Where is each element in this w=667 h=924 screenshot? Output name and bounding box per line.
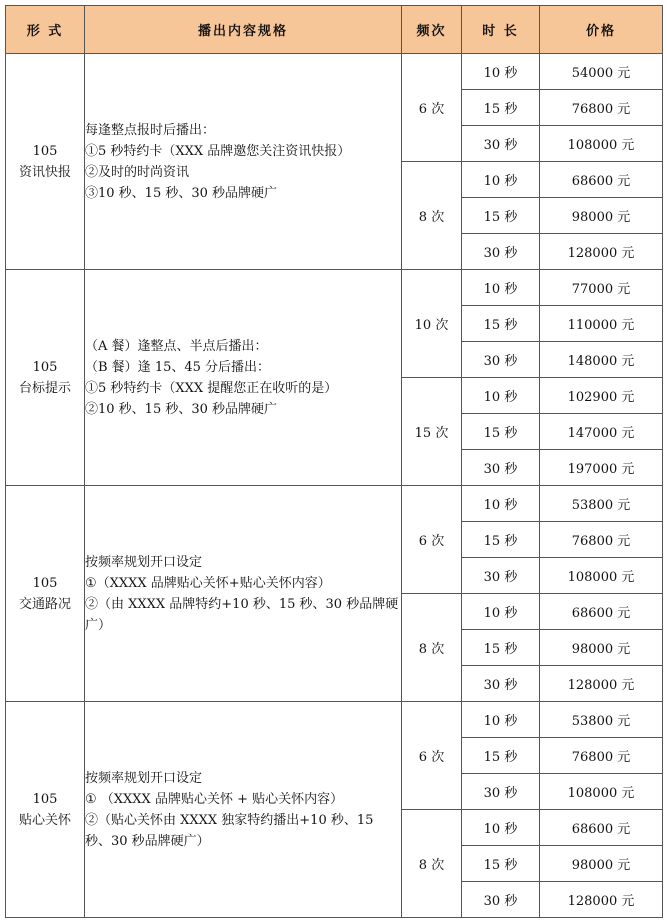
price-cell: 76800 元 — [540, 522, 663, 558]
duration-cell: 30 秒 — [462, 558, 540, 594]
spec-line: ②（贴心关怀由 XXXX 独家特约播出+10 秒、15 秒、30 秒品牌硬广） — [85, 812, 378, 849]
duration-cell: 15 秒 — [462, 414, 540, 450]
duration-cell: 30 秒 — [462, 234, 540, 270]
form-cell — [6, 54, 85, 270]
spec-line: ②及时的时尚资讯 — [85, 164, 190, 180]
header-duration: 时 长 — [462, 6, 540, 54]
price-cell: 197000 元 — [540, 450, 663, 486]
price-cell: 76800 元 — [540, 90, 663, 126]
duration-cell: 15 秒 — [462, 846, 540, 882]
frequency-cell: 6 次 — [402, 702, 462, 810]
spec-line: 按频率规划开口设定 — [85, 554, 203, 570]
spec-line: （A 餐）逢整点、半点后播出： — [85, 338, 268, 354]
price-cell: 98000 元 — [540, 846, 663, 882]
form-cell — [6, 486, 85, 702]
duration-cell: 10 秒 — [462, 270, 540, 306]
spec-line: ③10 秒、15 秒、30 秒品牌硬广 — [85, 185, 278, 201]
spec-line: ②10 秒、15 秒、30 秒品牌硬广 — [85, 401, 278, 417]
duration-cell: 15 秒 — [462, 522, 540, 558]
table-row — [6, 270, 663, 306]
price-cell: 77000 元 — [540, 270, 663, 306]
spec-line: ①（XXXX 品牌贴心关怀+贴心关怀内容） — [85, 575, 331, 591]
form-cell — [6, 270, 85, 486]
spec-line: ① （XXXX 品牌贴心关怀 + 贴心关怀内容） — [85, 791, 344, 807]
price-cell: 147000 元 — [540, 414, 663, 450]
price-cell: 98000 元 — [540, 198, 663, 234]
form-label: 资讯快报 — [18, 164, 71, 180]
price-cell: 108000 元 — [540, 126, 663, 162]
duration-cell: 15 秒 — [462, 198, 540, 234]
spec-line: ①5 秒特约卡（XXX 提醒您正在收听的是） — [85, 380, 338, 396]
spec-line: ①5 秒特约卡（XXX 品牌邀您关注资讯快报） — [85, 143, 351, 159]
duration-cell: 10 秒 — [462, 486, 540, 522]
duration-cell: 30 秒 — [462, 342, 540, 378]
price-cell: 128000 元 — [540, 666, 663, 702]
spec-cell — [85, 270, 402, 486]
form-label: 105 — [32, 791, 58, 807]
price-cell: 53800 元 — [540, 486, 663, 522]
price-cell: 53800 元 — [540, 702, 663, 738]
price-cell: 68600 元 — [540, 162, 663, 198]
duration-cell: 15 秒 — [462, 630, 540, 666]
price-cell: 68600 元 — [540, 810, 663, 846]
header-row — [6, 6, 663, 54]
price-cell: 54000 元 — [540, 54, 663, 90]
frequency-cell: 15 次 — [402, 378, 462, 486]
spec-cell — [85, 702, 402, 918]
rate-table-body — [6, 54, 663, 918]
duration-cell: 10 秒 — [462, 810, 540, 846]
spec-line: ②（由 XXXX 品牌特约+10 秒、15 秒、30 秒品牌硬广） — [85, 596, 399, 633]
form-label: 台标提示 — [18, 380, 71, 396]
spec-line: 按频率规划开口设定 — [85, 770, 203, 786]
duration-cell: 15 秒 — [462, 306, 540, 342]
price-cell: 128000 元 — [540, 234, 663, 270]
duration-cell: 15 秒 — [462, 738, 540, 774]
spec-line: 每逢整点报时后播出： — [85, 122, 216, 138]
spec-cell — [85, 486, 402, 702]
duration-cell: 10 秒 — [462, 594, 540, 630]
price-cell: 98000 元 — [540, 630, 663, 666]
form-cell — [6, 702, 85, 918]
duration-cell: 30 秒 — [462, 882, 540, 918]
spec-line: （B 餐）逢 15、45 分后播出： — [85, 359, 271, 375]
header-price: 价格 — [540, 6, 663, 54]
price-cell: 110000 元 — [540, 306, 663, 342]
form-label: 105 — [32, 143, 58, 159]
form-label: 105 — [32, 575, 58, 591]
form-label: 105 — [32, 359, 58, 375]
duration-cell: 10 秒 — [462, 54, 540, 90]
frequency-cell: 8 次 — [402, 594, 462, 702]
price-cell: 148000 元 — [540, 342, 663, 378]
table-row — [6, 702, 663, 738]
price-cell: 108000 元 — [540, 774, 663, 810]
header-form: 形 式 — [6, 6, 85, 54]
frequency-cell: 6 次 — [402, 486, 462, 594]
price-cell: 108000 元 — [540, 558, 663, 594]
table-row — [6, 486, 663, 522]
duration-cell: 30 秒 — [462, 774, 540, 810]
frequency-cell: 6 次 — [402, 54, 462, 162]
table-row — [6, 54, 663, 90]
frequency-cell: 10 次 — [402, 270, 462, 378]
price-cell: 68600 元 — [540, 594, 663, 630]
frequency-cell: 8 次 — [402, 162, 462, 270]
duration-cell: 10 秒 — [462, 702, 540, 738]
duration-cell: 30 秒 — [462, 450, 540, 486]
spec-cell — [85, 54, 402, 270]
duration-cell: 30 秒 — [462, 126, 540, 162]
price-cell: 76800 元 — [540, 738, 663, 774]
duration-cell: 15 秒 — [462, 90, 540, 126]
duration-cell: 10 秒 — [462, 162, 540, 198]
rate-table — [5, 5, 663, 918]
duration-cell: 30 秒 — [462, 666, 540, 702]
price-cell: 102900 元 — [540, 378, 663, 414]
form-label: 交通路况 — [18, 596, 71, 612]
duration-cell: 10 秒 — [462, 378, 540, 414]
header-spec: 播出内容规格 — [85, 6, 402, 54]
header-frequency: 频次 — [402, 6, 462, 54]
price-cell: 128000 元 — [540, 882, 663, 918]
form-label: 贴心关怀 — [18, 812, 71, 828]
frequency-cell: 8 次 — [402, 810, 462, 918]
